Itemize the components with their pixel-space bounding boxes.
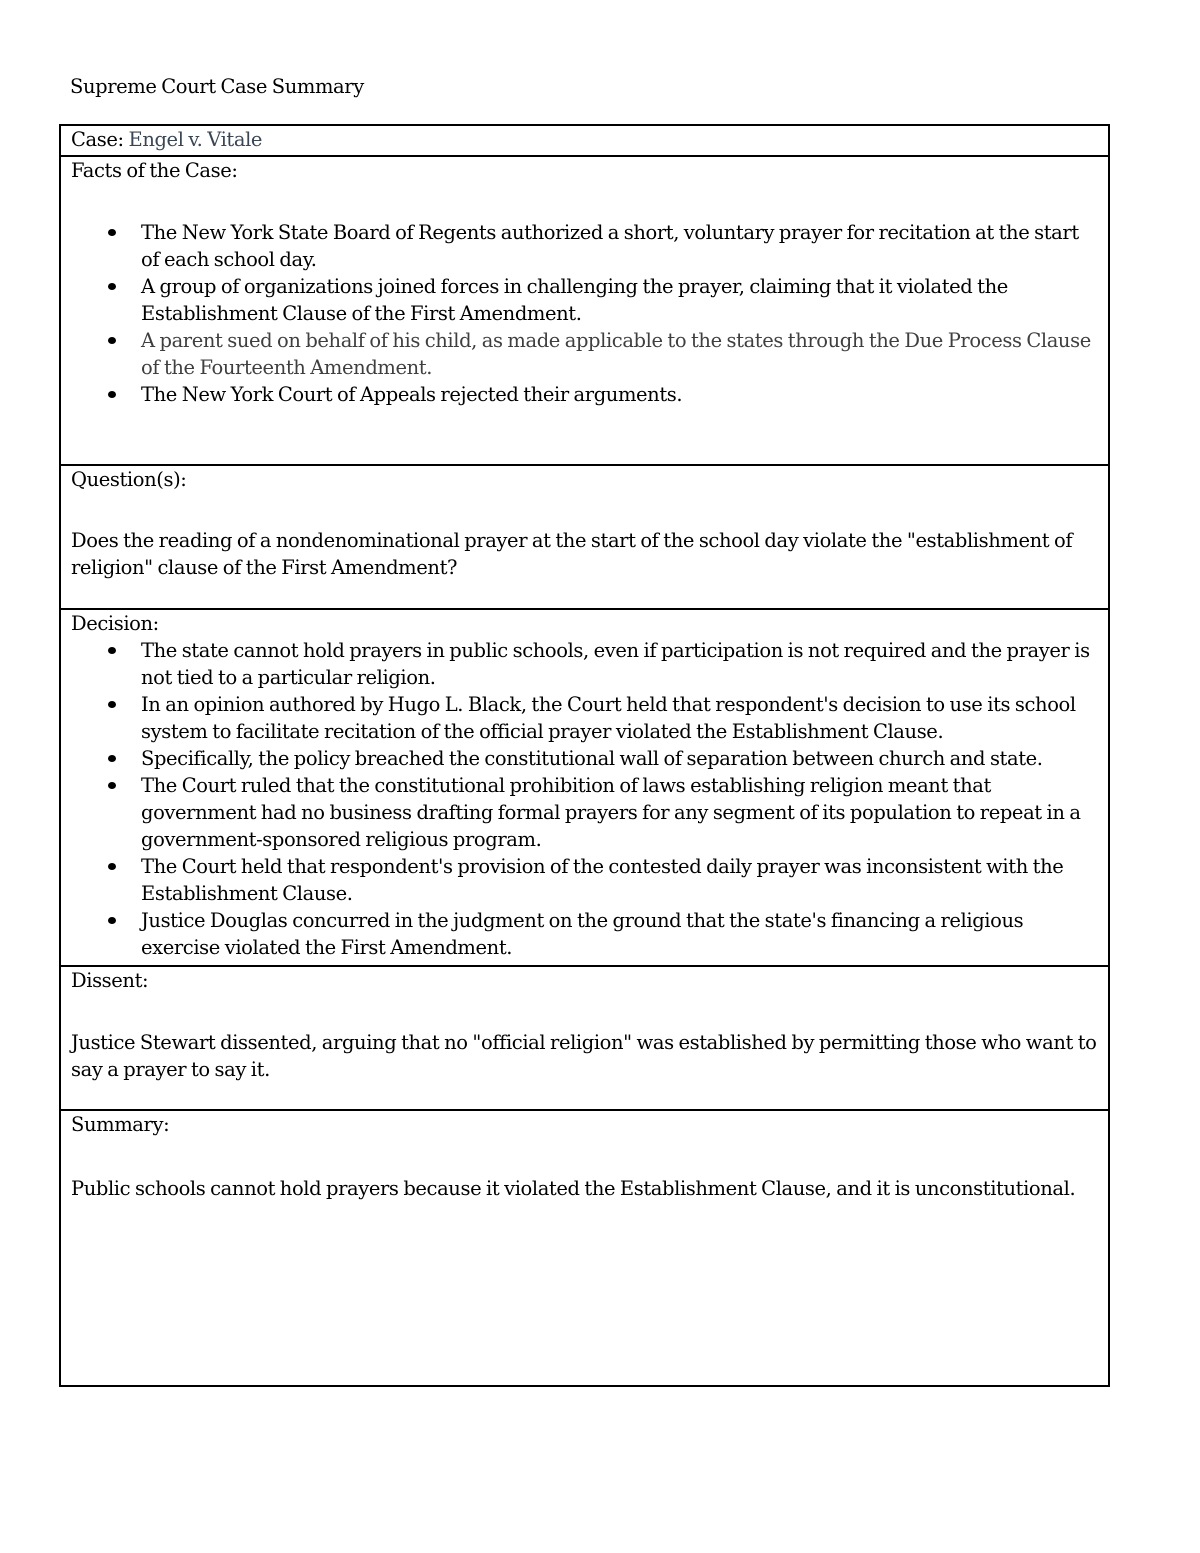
fact-text: The New York Court of Appeals rejected their arguments. <box>141 383 683 406</box>
case-name: Engel v. Vitale <box>128 128 263 151</box>
bullet-icon <box>108 283 116 290</box>
list-item <box>71 273 1100 327</box>
dissent-section <box>61 965 1108 1110</box>
spacer <box>71 994 1100 1029</box>
bullet-icon <box>108 755 116 762</box>
decision-list <box>71 637 1100 961</box>
question-label: Question(s): <box>71 468 187 491</box>
list-item <box>71 327 1100 381</box>
summary-section <box>61 1109 1108 1385</box>
bullet-icon <box>108 337 116 344</box>
facts-label: Facts of the Case: <box>71 159 238 182</box>
decision-label: Decision: <box>71 612 159 635</box>
bullet-icon <box>108 863 116 870</box>
document-title: Supreme Court Case Summary <box>70 75 364 98</box>
spacer <box>71 1138 1100 1173</box>
case-summary-table <box>59 124 1110 1387</box>
bullet-icon <box>108 391 116 398</box>
question-section <box>61 464 1108 609</box>
dissent-label: Dissent: <box>71 969 149 992</box>
list-item <box>71 637 1100 691</box>
bullet-icon <box>108 701 116 708</box>
fact-text: A parent sued on behalf of his child, as made applicable to the states through the Due Process Clause of the Fourteenth Amendment. <box>141 329 1091 379</box>
case-line <box>71 126 1100 153</box>
list-item <box>71 219 1100 273</box>
bullet-icon <box>108 647 116 654</box>
list-item <box>71 745 1100 772</box>
bullet-icon <box>108 917 116 924</box>
decision-text: Specifically, the policy breached the constitutional wall of separation between church and state. <box>141 747 1043 770</box>
decision-text: The Court ruled that the constitutional prohibition of laws establishing religion meant that government had no business drafting formal prayers for any segment of its population to repeat in a government-sponsored religious program. <box>141 774 1081 851</box>
decision-text: The state cannot hold prayers in public schools, even if participation is not required and the prayer is not tied to a particular religion. <box>141 639 1090 689</box>
facts-section <box>61 155 1108 466</box>
spacer <box>71 493 1100 527</box>
list-item <box>71 381 1100 408</box>
decision-text: In an opinion authored by Hugo L. Black, the Court held that respondent's decision to use its school system to facilitate recitation of the official prayer violated the Establishment Clause. <box>141 693 1076 743</box>
decision-text: The Court held that respondent's provision of the contested daily prayer was inconsistent with the Establishment Clause. <box>141 855 1064 905</box>
dissent-text: Justice Stewart dissented, arguing that no "official religion" was established by permitting those who want to say a prayer to say it. <box>71 1031 1097 1081</box>
summary-label: Summary: <box>71 1113 170 1136</box>
bullet-icon <box>108 229 116 236</box>
decision-text: Justice Douglas concurred in the judgment on the ground that the state's financing a religious exercise violated the First Amendment. <box>141 909 1024 959</box>
list-item <box>71 853 1100 907</box>
decision-section <box>61 608 1108 966</box>
list-item <box>71 772 1100 853</box>
bullet-icon <box>108 782 116 789</box>
spacer <box>71 184 1100 219</box>
list-item <box>71 907 1100 961</box>
case-label: Case: <box>71 128 124 151</box>
list-item <box>71 691 1100 745</box>
fact-text: A group of organizations joined forces in challenging the prayer, claiming that it violated the Establishment Clause of the First Amendment. <box>141 275 1008 325</box>
question-text: Does the reading of a nondenominational prayer at the start of the school day violate the "establishment of religion" clause of the First Amendment? <box>71 529 1073 579</box>
fact-text: The New York State Board of Regents authorized a short, voluntary prayer for recitation at the start of each school day. <box>141 221 1079 271</box>
summary-text: Public schools cannot hold prayers because it violated the Establishment Clause, and it is unconstitutional. <box>71 1177 1076 1200</box>
case-row <box>61 126 1108 155</box>
facts-list <box>71 219 1100 408</box>
